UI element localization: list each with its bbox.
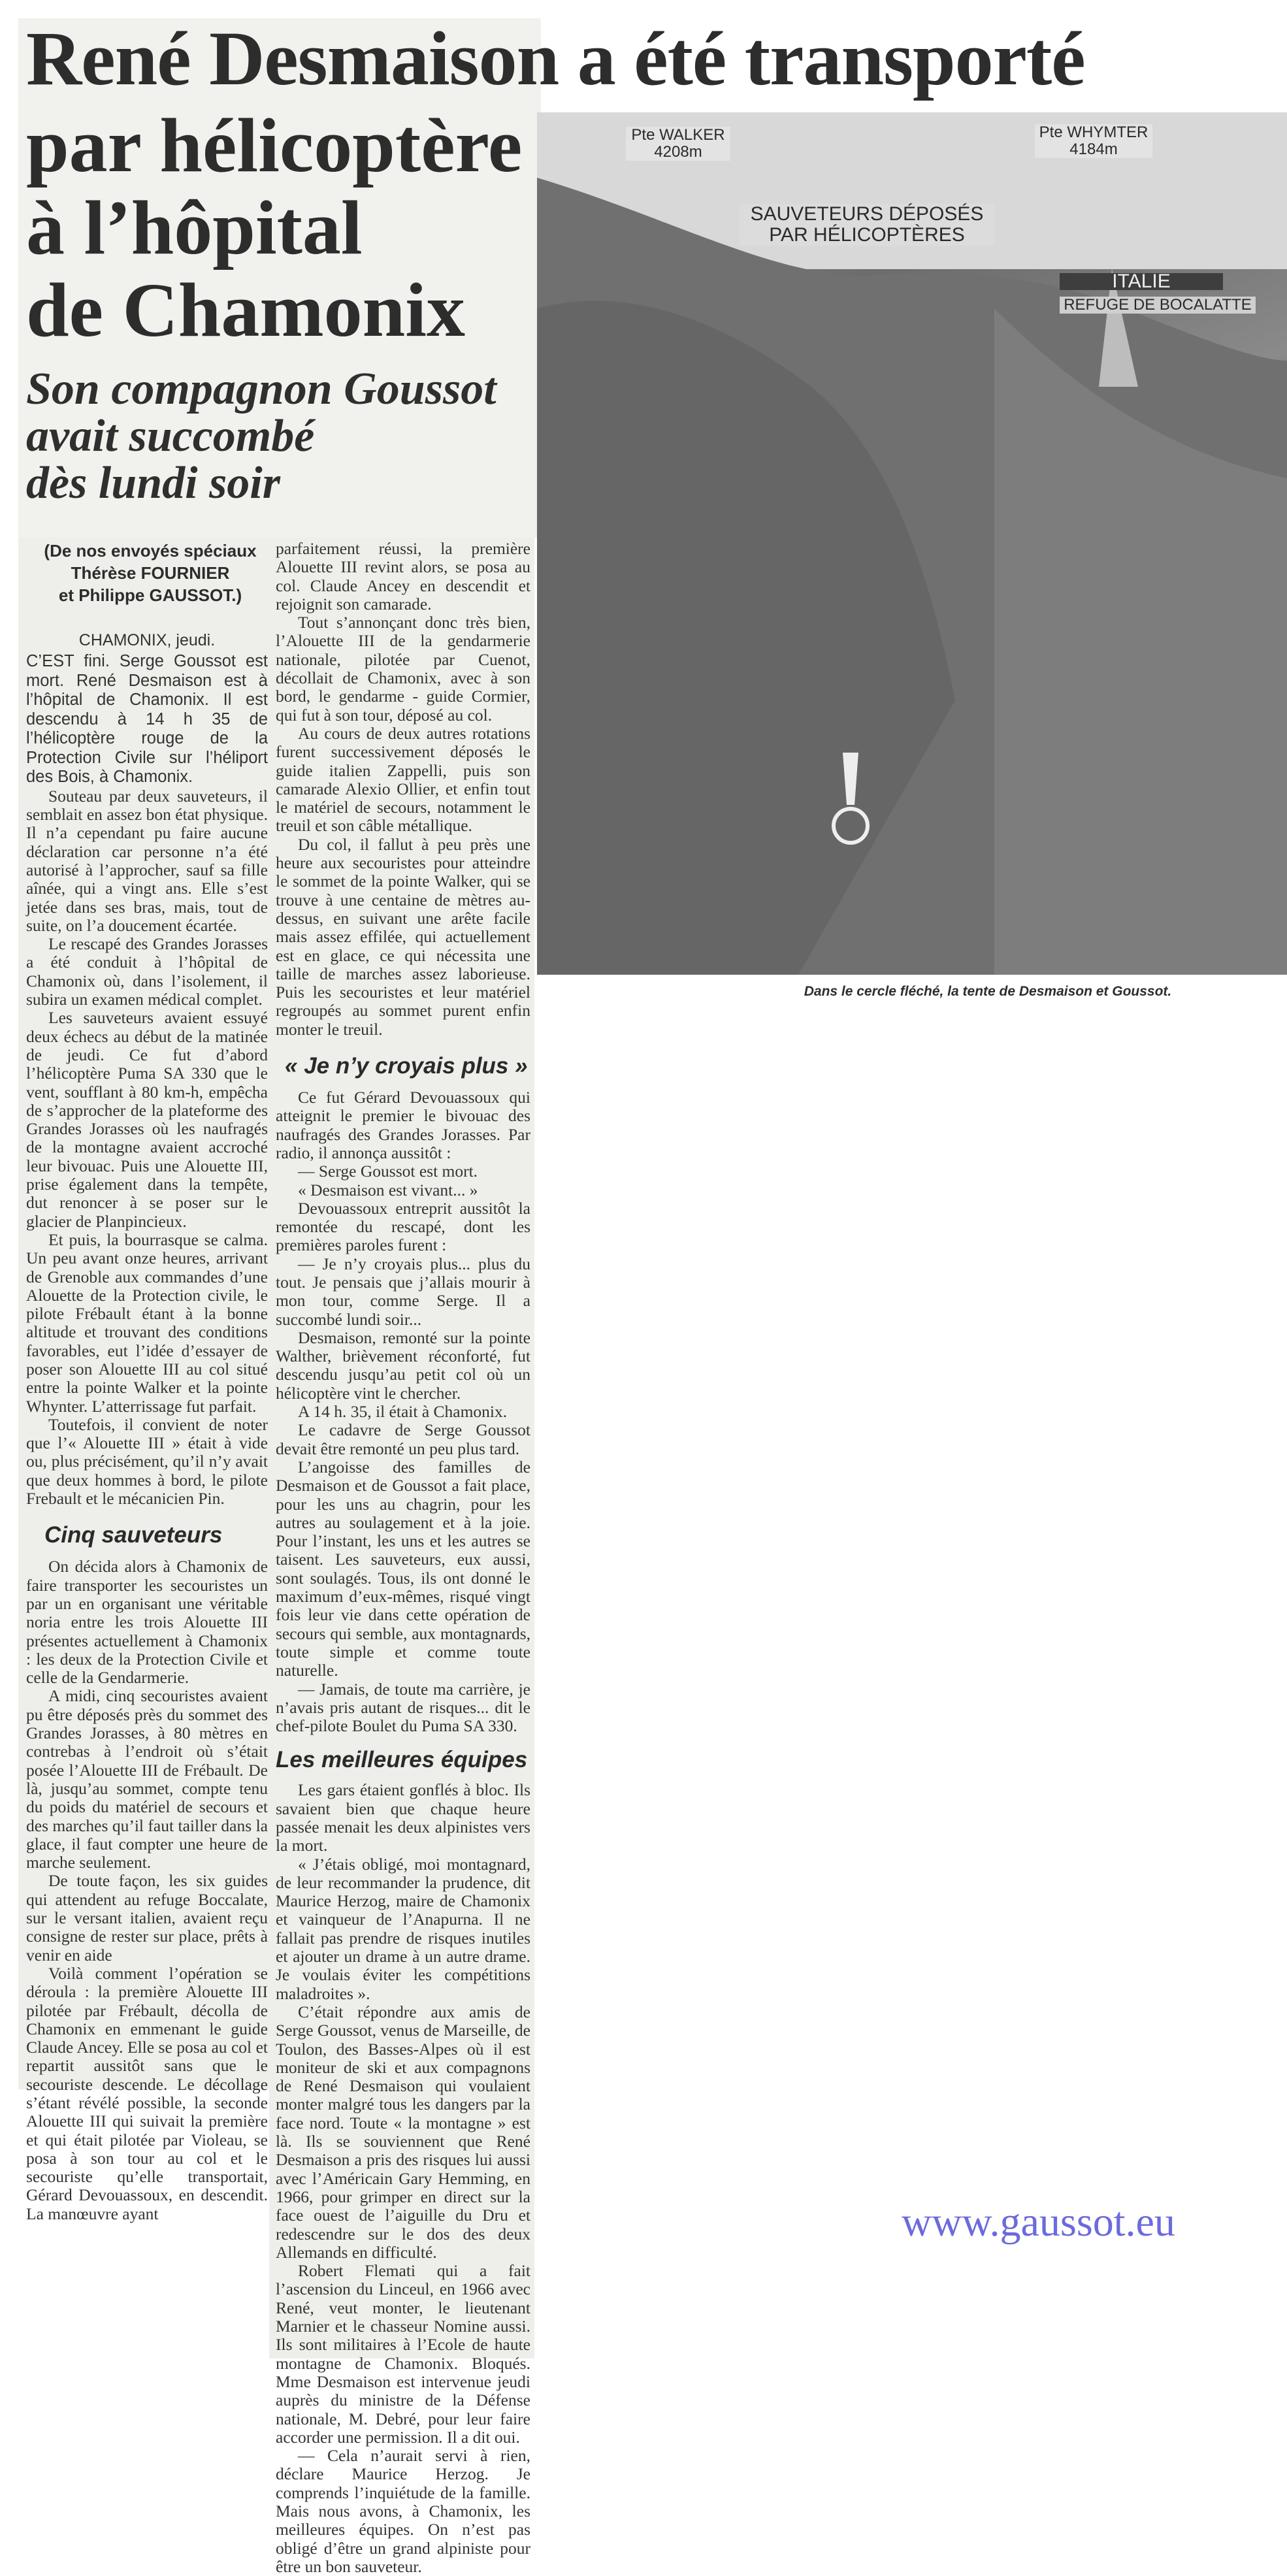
section-title-je-ny-croyais-plus: « Je n’y croyais plus »	[285, 1053, 528, 1079]
section-title-les-meilleures-equipes: Les meilleures équipes	[276, 1747, 528, 1773]
paragraph: Du col, il fallut à peu près une heure aux secouristes pour atteindre le sommet de la pointe Walker, qui se trouve à une centaine de mètres au-dessus, en suivant une arête facile mais assez effilée, qui actuellement est en glace, ce qui nécessita une taille de marches assez laborieuse. Puis les secouristes et leur matériel regroupés au sommet purent enfin monter le treuil.	[276, 834, 530, 1039]
photo-caption: Dans le cercle fléché, la tente de Desmaison et Goussot.	[804, 984, 1172, 999]
paragraph: A 14 h. 35, il était à Chamonix.	[298, 1402, 508, 1422]
byline-line: (De nos envoyés spéciaux	[44, 541, 257, 561]
paragraph: Souteau par deux sauveteurs, il semblait en assez bon état physique. Il n’a cependant pu faire aucune déclaration car personne n’a été autorisé à l’approcher, sauf sa fille aînée, qui a vingt ans. Elle s’est jetée dans ses bras, mais, tout de suite, on l’a doucement écartée.	[26, 786, 268, 935]
subheadline-line: avait succombé	[26, 411, 315, 461]
paragraph: Les sauveteurs avaient essuyé deux échecs au début de la matinée de jeudi. Ce fut d’abord l’hélicoptère Puma SA 330 que le vent, soufflant à 80 km-h, empêcha de s’approcher de la plateforme des Grandes Jorasses où les naufragés de la montagne avaient accroché leur bivouac. Puis une Alouette III, prise également dans la tempête, dut renoncer à se poser sur le glacier de Planpincieux.	[26, 1008, 268, 1231]
label-walker-alt: 4208m	[654, 143, 702, 161]
paragraph: Le rescapé des Grandes Jorasses a été conduit à l’hôpital de Chamonix où, dans l’isolement, il subira un examen médical complet.	[26, 934, 268, 1009]
paragraph: Au cours de deux autres rotations furent successivement déposés le guide italien Zappelli, puis son camarade Alexio Ollier, et enfin tout le matériel de secours, notamment le treuil et son câble métallique.	[276, 723, 530, 836]
label-walker-name: Pte WALKER	[631, 126, 725, 144]
subheadline-line: Son compagnon Goussot	[26, 364, 497, 414]
paragraph: A midi, cinq secouristes avaient pu être déposés près du sommet des Grandes Jorasses, à 80 mètres en contrebas à l’endroit où s’était posée l’Alouette III de Frébault. De là, jusqu’au sommet, compte tenu du poids du matériel de secours et des marches qu’il faut tailler dans la glace, il faut compter une heure de marche seulement.	[26, 1686, 268, 1872]
headline-line: de Chamonix	[26, 267, 466, 353]
mountain-photo	[537, 112, 1287, 975]
paragraph: — Serge Goussot est mort.	[298, 1162, 478, 1181]
byline-line: Thérèse FOURNIER	[71, 563, 230, 583]
paragraph: Devouassoux entreprit aussitôt la remontée du rescapé, dont les premières paroles furent :	[276, 1198, 530, 1255]
section-title-cinq-sauveteurs: Cinq sauveteurs	[44, 1522, 223, 1548]
paragraph: Les gars étaient gonflés à bloc. Ils savaient bien que chaque heure passée menait les deux alpinistes vers la mort.	[276, 1780, 530, 1855]
headline-line: à l’hôpital	[26, 185, 363, 270]
label-refuge: REFUGE DE BOCALATTE	[1060, 297, 1256, 314]
website-url[interactable]: www.gaussot.eu	[902, 2198, 1175, 2245]
column-1	[26, 631, 268, 2223]
paragraph: — Jamais, de toute ma carrière, je n’avais pris autant de risques... dit le chef-pilote Boulet du Puma SA 330.	[276, 1679, 530, 1736]
label-whymper	[1035, 124, 1152, 158]
paragraph: Desmaison, remonté sur la pointe Walther, brièvement réconforté, fut descendu jusqu’au petit col où un hélicoptère vint le chercher.	[276, 1328, 530, 1403]
paragraph: « J’étais obligé, moi montagnard, de leur recommander la prudence, dit Maurice Herzog, maire de Chamonix et vainqueur de l’Anapurna. Il ne fallait pas prendre de risques inutiles et ajouter un drame à un autre drame. Je voulais éviter les compétitions maladroites ».	[276, 1854, 530, 2003]
label-sauveteurs-line: SAUVETEURS DÉPOSÉS	[750, 203, 984, 225]
paragraph: L’angoisse des familles de Desmaison et de Goussot a fait place, pour les uns au chagrin, pour les autres au soulagement et à la joie. Pour l’instant, les uns et les autres se taisent. Les sauveteurs, eux aussi, sont soulagés. Tous, ils ont donné le maximum d’eux-mêmes, risqué vingt fois leur vie dans cette opération de secours qui semble, aux montagnards, toute simple et comme toute naturelle.	[276, 1457, 530, 1680]
paragraph: C’était répondre aux amis de Serge Goussot, venus de Marseille, de Toulon, des Basses-Alpes où il est moniteur de ski et aux compagnons de René Desmaison qui voulaient monter malgré tous les dangers par la face nord. Toute « la montagne » est là. Ils se souviennent que René Desmaison a pris des risques lui aussi avec l’Américain Gary Hemming, en 1966, pour grimper en direct sur la face ouest de l’aiguille du Dru et redescendre sur le dos des deux Allemands en difficulté.	[276, 2002, 530, 2262]
paragraph: Robert Flemati qui a fait l’ascension du Linceul, en 1966 avec René, veut monter, le lieutenant Marnier et le chasseur Nomine aussi. Ils sont militaires à l’Ecole de haute montagne de Chamonix. Bloqués. Mme Desmaison est intervenue jeudi auprès du ministre de la Défense nationale, M. Debré, pour leur faire accorder une permission. Il a dit oui.	[276, 2261, 530, 2447]
label-italie: ITALIE	[1060, 273, 1223, 290]
paragraph: Et puis, la bourrasque se calma. Un peu avant onze heures, arrivant de Grenoble aux commandes d’une Alouette de la Protection civile, le pilote Frébault étant à la bonne altitude et trouvant des conditions favorables, eut l’idée d’essayer de poser son Alouette III au col situé entre la pointe Walker et la pointe Whynter. L’atterrissage fut parfait.	[26, 1230, 268, 1416]
byline	[26, 540, 274, 606]
label-sauveteurs-line: PAR HÉLICOPTÈRES	[769, 224, 965, 246]
label-sauveteurs	[740, 204, 994, 246]
paragraph: De toute façon, les six guides qui attendent au refuge Boccalate, sur le versant italien, avaient reçu consigne de rester sur place, prêts à venir en aide	[26, 1871, 268, 1965]
paragraph: Voilà comment l’opération se déroula : la première Alouette III pilotée par Frébault, décolla de Chamonix en emmenant le guide Claude Ancey. Elle se posa au col et repartit aussitôt sans que le secouriste descende. Le décollage s’étant révélé possible, la seconde Alouette III qui suivait la première et qui était pilotée par Violeau, se posa à son tour au col et le secouriste qu’elle transportait, Gérard Devouassoux, en descendit. La manœuvre ayant	[26, 1963, 268, 2223]
paragraph: — Cela n’aurait servi à rien, déclare Maurice Herzog. Je comprends l’inquiétude de la famille. Mais nous avons, à Chamonix, les meilleures équipes. On n’est pas obligé d’être un grand alpiniste pour être un bon sauveteur.	[276, 2446, 530, 2576]
paragraph: Ce fut Gérard Devouassoux qui atteignit le premier le bivouac des naufragés des Grandes Jorasses. Par radio, il annonça aussitôt :	[276, 1088, 530, 1162]
headline-sub	[26, 105, 536, 351]
subheadline	[26, 366, 536, 507]
paragraph: Tout s’annonçant donc très bien, l’Alouette III de la gendarmerie nationale, pilotée par Cuenot, décollait de Chamonix, avec à son bord, le gendarme - guide Cormier, qui fut à son tour, déposé au col.	[276, 613, 530, 725]
dateline: CHAMONIX, jeudi.	[78, 631, 216, 649]
subheadline-line: dès lundi soir	[26, 458, 280, 508]
paragraph: « Desmaison est vivant... »	[298, 1180, 478, 1199]
paragraph: parfaitement réussi, la première Alouette III revint alors, se posa au col. Claude Ancey en descendit et rejoignit son camarade.	[276, 539, 530, 613]
headline-line: par hélicoptère	[26, 103, 523, 188]
paragraph: — Je n’y croyais plus... plus du tout. Je pensais que j’allais mourir à mon tour, comme Serge. Il a succombé lundi soir...	[276, 1254, 530, 1329]
label-whymper-alt: 4184m	[1069, 140, 1118, 158]
label-walker	[626, 127, 730, 161]
lead-paragraph: C’EST fini. Serge Goussot est mort. René Desmaison est à l’hôpital de Chamonix. Il est descendu à 14 h 35 de l’hélicoptère rouge de la Protection Civile sur l’héliport des Bois, à Chamonix.	[26, 652, 268, 787]
byline-line: et Philippe GAUSSOT.)	[58, 585, 242, 605]
headline: René Desmaison a été transporté	[26, 16, 1085, 101]
column-2	[276, 540, 530, 2576]
paragraph: Le cadavre de Serge Goussot devait être remonté un peu plus tard.	[276, 1420, 530, 1458]
paragraph: On décida alors à Chamonix de faire transporter les secouristes un par un en organisant une véritable noria entre les trois Alouette III présentes actuellement à Chamonix : les deux de la Protection Civile et celle de la Gendarmerie.	[26, 1557, 268, 1687]
label-whymper-name: Pte WHYMTER	[1039, 123, 1149, 141]
paragraph: Toutefois, il convient de noter que l’« Alouette III » était à vide ou, plus précisément, qu’il n’y avait que deux hommes à bord, le pilote Frebault et le mécanicien Pin.	[26, 1414, 268, 1508]
